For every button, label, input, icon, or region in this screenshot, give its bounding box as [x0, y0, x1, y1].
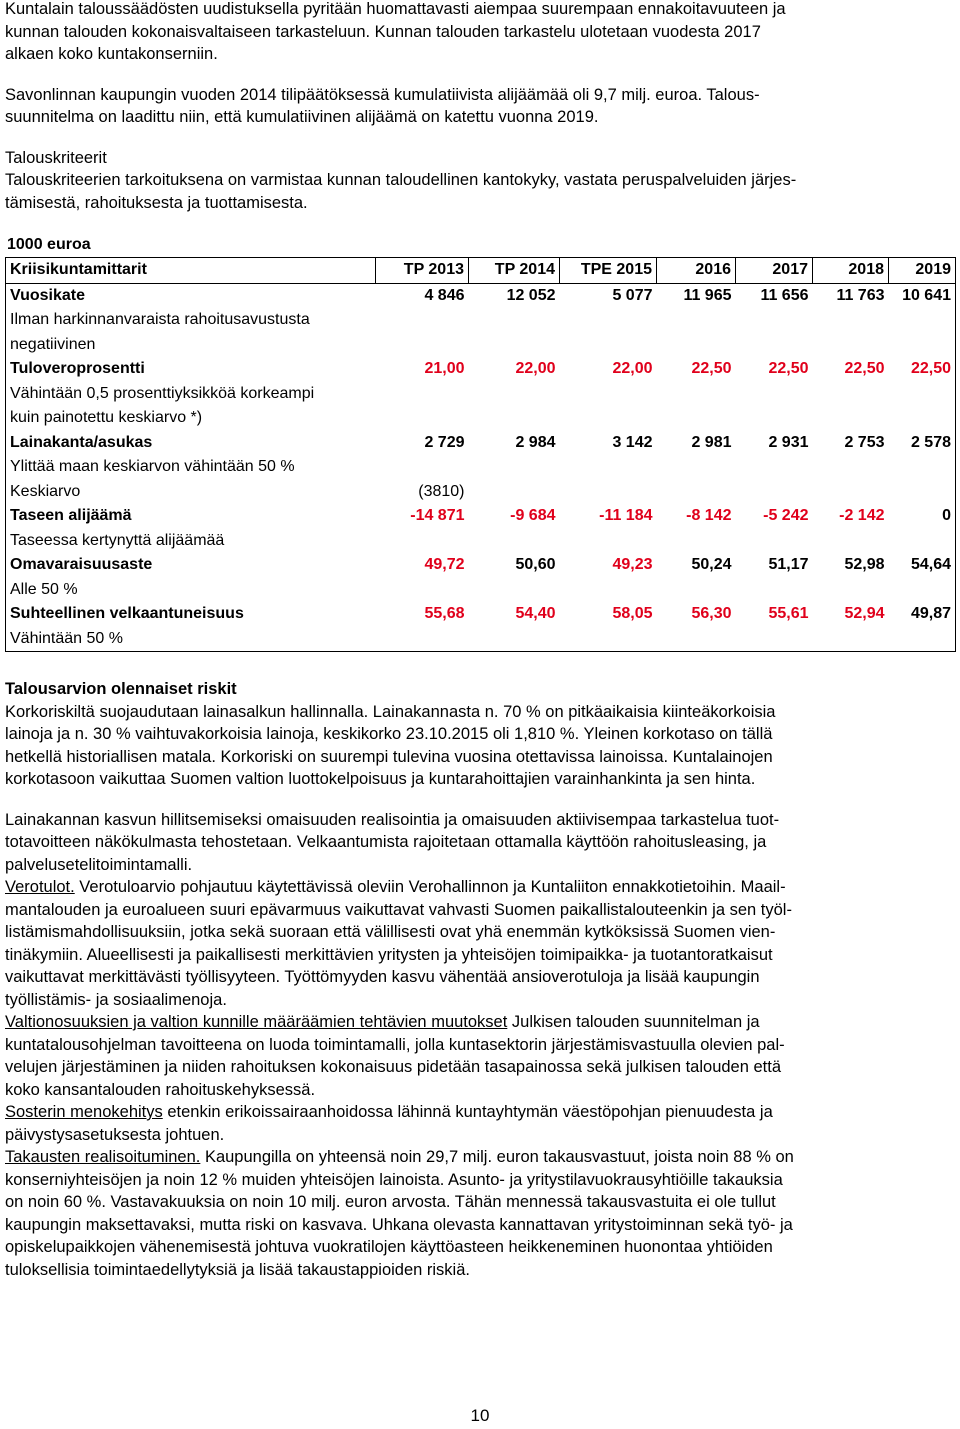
takaukset-paragraph — [5, 1146, 955, 1281]
table-cell: 2 981 — [691, 433, 732, 451]
row-label: Lainakanta/asukas — [6, 431, 376, 456]
takaukset-line: on noin 60 %. Vastavakuuksia on noin 10 milj. euron arvosta. Tähän mennessä takausvastuita ei ole tullut — [5, 1193, 776, 1211]
table-cell: 11 656 — [760, 286, 809, 304]
valtionosuudet-title: Valtionosuuksien ja valtion kunnille määräämien tehtävien muutokset — [5, 1013, 508, 1031]
column-header: 2017 — [736, 258, 813, 284]
document-page — [5, 0, 955, 1281]
crisis-indicators-table-block — [5, 232, 955, 652]
verotulot-paragraph — [5, 876, 955, 1011]
table-cell: 51,17 — [768, 556, 809, 573]
takaukset-line: opiskelupaikkojen vähenemisestä johtuva vuokratilojen käyttöasteen heikkeneminen huonontaa yhtiöiden — [5, 1238, 773, 1256]
table-row — [6, 308, 956, 333]
criteria-heading: Talouskriteerit — [5, 148, 107, 167]
table-cell: 21,00 — [424, 360, 465, 377]
table-row — [6, 431, 956, 456]
table-row — [6, 504, 956, 529]
table-cell: 22,00 — [612, 360, 653, 377]
table-cell: 22,50 — [768, 360, 809, 377]
row-label: Omavaraisuusaste — [6, 553, 376, 578]
table-cell: 2 729 — [424, 433, 465, 451]
table-cell: 55,68 — [424, 605, 465, 622]
table-cell: 12 052 — [506, 286, 556, 304]
criterion-note: Taseessa kertynyttä alijäämää — [6, 529, 956, 554]
sosteri-text: etenkin erikoissairaanhoidossa lähinnä kuntayhtymän väestöpohjan pienuudesta ja — [162, 1103, 773, 1121]
takaukset-line: tuloksellisia toimintaedellytyksiä ja lisää takaustappioiden riskiä. — [5, 1260, 470, 1279]
table-cell: -11 184 — [599, 507, 653, 524]
deficit-paragraph — [5, 84, 955, 129]
table-cell: -5 242 — [763, 507, 809, 524]
criterion-note: Vähintään 0,5 prosenttiyksikköä korkeampi — [6, 382, 956, 407]
criterion-note: Ilman harkinnanvaraista rahoitusavustusta — [6, 308, 956, 333]
column-header: 2018 — [813, 258, 889, 284]
table-cell: 22,50 — [889, 357, 956, 382]
table-cell: 2 753 — [844, 433, 885, 451]
table-row — [6, 406, 956, 431]
row-label: Suhteellinen velkaantuneisuus — [6, 602, 376, 627]
table-row — [6, 455, 956, 480]
table-row — [6, 529, 956, 554]
valtionosuudet-line: koko kansantalouden rahoituskehyksessä. — [5, 1080, 316, 1099]
valtionosuudet-line: kuntatalousohjelman tavoitteena on luoda toimintamalli, jolla kuntasektorin järjestämisvastuulla olevien pal- — [5, 1035, 785, 1054]
verotulot-line: vaikuttavat merkittävästi työllisyyteen. Työttömyyden kasvu vähentää ansioverotuloja ja lisää kaupungin — [5, 968, 760, 986]
verotulot-line: listämismahdollisuuksiin, jotka sekä suoraan että välillisesti ovat yhä enemmän kytköksissä Suomen vien- — [5, 923, 776, 941]
risks-heading: Talousarvion olennaiset riskit — [5, 680, 237, 698]
risks-line: korkotasoon vaikuttaa Suomen valtion luottokelpoisuus ja kuntarahoittajien varainhankinta ja sen hinta. — [5, 770, 756, 788]
criterion-note: Vähintään 50 % — [6, 627, 956, 652]
table-cell: 10 641 — [889, 283, 956, 308]
valtionosuudet-text: Julkisen talouden suunnitelman ja — [507, 1013, 760, 1031]
verotulot-line: työllistämis- ja sosiaalimenoja. — [5, 990, 227, 1009]
table-cell: 11 763 — [836, 286, 885, 304]
table-unit-label: 1000 euroa — [7, 236, 91, 253]
table-cell: 58,05 — [612, 605, 653, 622]
table-cell: (3810) — [418, 482, 465, 500]
risks-paragraph-2 — [5, 809, 955, 877]
risks-line: hetkellä historiallisen matala. Korkoriski on suurempi tulevina vuosina otettavissa lainoissa. Kuntalainojen — [5, 747, 773, 766]
row-label: Tuloveroprosentti — [6, 357, 376, 382]
column-header: TP 2014 — [469, 258, 560, 284]
table-cell: 5 077 — [612, 286, 653, 304]
risks-line: Lainakannan kasvun hillitsemiseksi omaisuuden realisointia ja omaisuuden aktiivisempaa tarkastelua tuot- — [5, 810, 780, 829]
table-cell: 2 931 — [768, 433, 809, 451]
criterion-note: Ylittää maan keskiarvon vähintään 50 % — [6, 455, 956, 480]
table-cell: 22,00 — [515, 360, 556, 377]
table-cell: 50,60 — [515, 556, 556, 573]
verotulot-title: Verotulot. — [5, 878, 75, 896]
valtionosuudet-line: velujen järjestäminen ja niiden rahoituksen kokonaisuus pidetään tasapainossa sekä julkisen talouden että — [5, 1058, 782, 1076]
sosteri-title: Sosterin menokehitys — [5, 1103, 163, 1121]
table-cell: -9 684 — [510, 507, 556, 524]
intro-line: kunnan talouden kokonaisvaltaiseen tarkasteluun. Kunnan talouden tarkastelu ulotetaan vuodesta 2017 — [5, 22, 761, 41]
table-row — [6, 553, 956, 578]
column-header: TPE 2015 — [560, 258, 657, 284]
table-cell: 49,87 — [889, 602, 956, 627]
verotulot-text: Verotuloarvio pohjautuu käytettävissä oleviin Verohallinnon ja Kuntaliiton ennakkotietoihin. Maail- — [74, 878, 786, 896]
table-cell: 0 — [889, 504, 956, 529]
crisis-indicators-table — [5, 257, 956, 652]
table-row — [6, 602, 956, 627]
risks-section — [5, 678, 955, 1281]
criterion-note: kuin painotettu keskiarvo *) — [6, 406, 956, 431]
table-row — [6, 333, 956, 358]
table-cell: 2 984 — [515, 433, 556, 451]
row-label: Keskiarvo — [6, 480, 376, 505]
criteria-line: Talouskriteerien tarkoituksena on varmistaa kunnan taloudellinen kantokyky, vastata peruspalveluiden järjes- — [5, 171, 797, 189]
deficit-line: Savonlinnan kaupungin vuoden 2014 tilipäätöksessä kumulatiivista alijäämää oli 9,7 milj. euroa. Talous- — [5, 85, 760, 104]
criterion-note: Alle 50 % — [6, 578, 956, 603]
intro-paragraph — [5, 0, 955, 66]
takaukset-text: Kaupungilla on yhteensä noin 29,7 milj. euron takausvastuut, joista noin 88 % on — [200, 1148, 794, 1166]
column-header: 2019 — [889, 258, 956, 284]
takaukset-line: konserniyhteisöjen ja noin 12 % muiden yhteisöjen lainoista. Asunto- ja yritystilavuokrausyhtiöille takauksia — [5, 1170, 783, 1189]
table-cell: 55,61 — [768, 605, 809, 622]
criteria-line: tämisestä, rahoituksesta ja tuottamisesta. — [5, 193, 308, 212]
risks-line: palvelusetelitoimintamalli. — [5, 855, 193, 874]
risks-paragraph-1 — [5, 678, 955, 791]
table-cell: 54,64 — [889, 553, 956, 578]
table-cell: -14 871 — [410, 507, 465, 524]
table-cell: 50,24 — [691, 556, 732, 573]
risks-line: Korkoriskiltä suojaudutaan lainasalkun hallinnalla. Lainakannasta n. 70 % on pitkäaikaisia kiinteäkorkoisia — [5, 702, 776, 721]
table-cell: -2 142 — [839, 507, 885, 524]
table-cell: 11 965 — [683, 286, 732, 304]
table-cell: 4 846 — [424, 286, 465, 304]
table-cell: 2 578 — [889, 431, 956, 456]
sosteri-line: päivystysasetuksesta johtuen. — [5, 1125, 225, 1144]
table-row — [6, 283, 956, 308]
table-row — [6, 382, 956, 407]
row-label: Taseen alijäämä — [6, 504, 376, 529]
table-row — [6, 627, 956, 652]
verotulot-line: mantalouden ja euroalueen suuri epävarmuus vaikuttavat vahvasti Suomen paikallistalouteenkin ja sen työl- — [5, 900, 792, 919]
table-cell: 22,50 — [691, 360, 732, 377]
intro-line: Kuntalain taloussäädösten uudistuksella pyritään huomattavasti aiempaa suurempaan ennakoitavuuteen ja — [5, 0, 786, 18]
column-header: 2016 — [657, 258, 736, 284]
criterion-note: negatiivinen — [6, 333, 956, 358]
table-row — [6, 480, 956, 505]
risks-line: totavoitteen näkökulmasta tehostetaan. Velkaantumista rajoitetaan ottamalla käyttöön rahoitusleasing, ja — [5, 833, 767, 851]
column-header: TP 2013 — [376, 258, 469, 284]
sosteri-paragraph — [5, 1101, 955, 1146]
table-cell: -8 142 — [686, 507, 732, 524]
takaukset-title: Takausten realisoituminen. — [5, 1148, 201, 1166]
table-cell: 56,30 — [691, 605, 732, 622]
risks-line: lainoja ja n. 30 % vaihtuvakorkoisia lainoja, keskikorko 23.10.2015 oli 1,810 %. Yleinen korkotaso on tällä — [5, 725, 773, 743]
table-row — [6, 578, 956, 603]
deficit-line: suunnitelma on laadittu niin, että kumulatiivinen alijäämä on katettu vuonna 2019. — [5, 108, 599, 126]
verotulot-line: tinäkymiin. Alueellisesti ja paikallisesti merkittävien yritysten ja yhteisöjen toimipaikka- ja tuotantoratkaisut — [5, 945, 773, 964]
criteria-section — [5, 147, 955, 215]
table-cell: 54,40 — [515, 605, 556, 622]
table-cell: 49,72 — [424, 556, 465, 573]
table-cell: 3 142 — [612, 433, 653, 451]
intro-line: alkaen koko kuntakonserniin. — [5, 45, 218, 63]
page-number: 10 — [470, 1406, 490, 1425]
table-row — [6, 357, 956, 382]
table-cell: 52,98 — [844, 556, 885, 573]
table-cell: 49,23 — [612, 556, 653, 573]
column-header: Kriisikuntamittarit — [6, 258, 376, 284]
table-cell: 52,94 — [844, 605, 885, 622]
row-label: Vuosikate — [6, 283, 376, 308]
table-header-row — [6, 258, 956, 284]
takaukset-line: kaupungin maksettavaksi, mutta riski on kasvava. Uhkana olevasta kannattavan yritystoiminnan sekä työ- ja — [5, 1215, 793, 1234]
table-cell: 22,50 — [844, 360, 885, 377]
valtionosuudet-paragraph — [5, 1011, 955, 1101]
